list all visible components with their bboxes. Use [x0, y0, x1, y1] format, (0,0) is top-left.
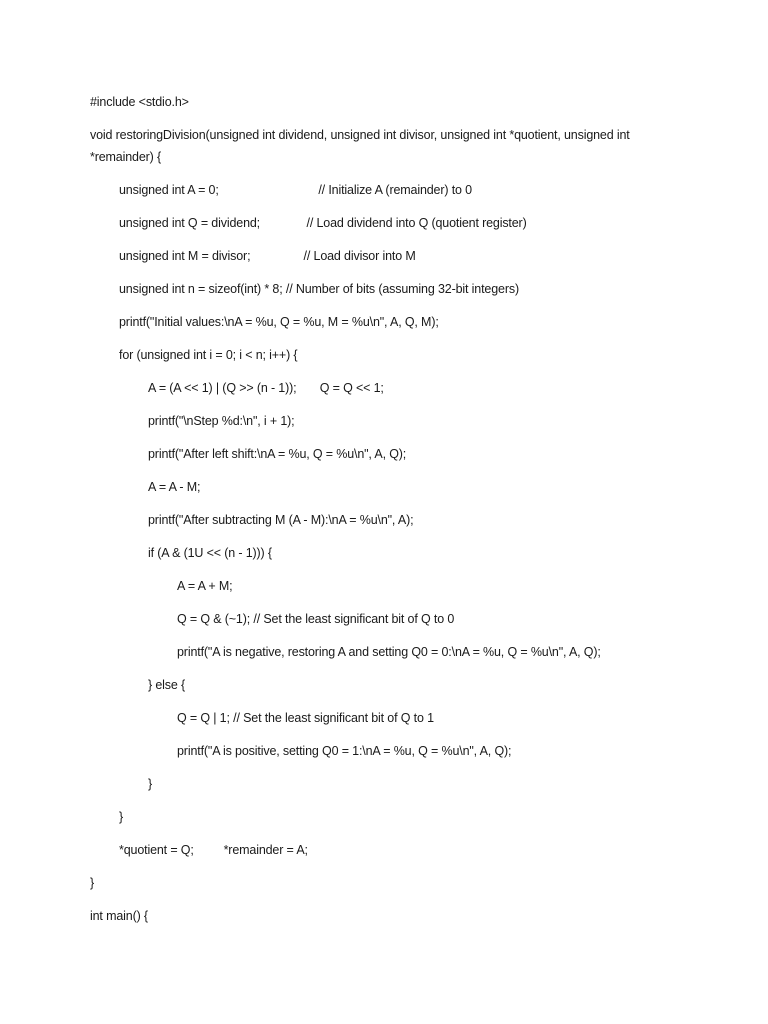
code-line-main: int main() { — [90, 909, 148, 923]
code-line: printf("Initial values:\nA = %u, Q = %u, M = %u\n", A, Q, M); — [119, 315, 439, 329]
code-line: Q = Q & (~1); // Set the least significant bit of Q to 0 — [177, 612, 455, 626]
code-line-function-signature: void restoringDivision(unsigned int dividend, unsigned int divisor, unsigned int *quotient, unsigned int — [90, 128, 630, 142]
code-line-function-signature-cont: *remainder) { — [90, 150, 161, 164]
code-line: unsigned int M = divisor; // Load divisor into M — [119, 249, 416, 263]
code-line-close-brace: } — [90, 876, 95, 890]
code-line: Q = Q | 1; // Set the least significant bit of Q to 1 — [177, 711, 434, 725]
code-line: printf("A is positive, setting Q0 = 1:\nA = %u, Q = %u\n", A, Q); — [177, 744, 512, 758]
code-line: A = A - M; — [148, 480, 201, 494]
code-line: printf("After subtracting M (A - M):\nA = %u\n", A); — [148, 513, 414, 527]
code-line-close-brace: } — [119, 810, 124, 824]
code-line-if: if (A & (1U << (n - 1))) { — [148, 546, 272, 560]
code-line-for-loop: for (unsigned int i = 0; i < n; i++) { — [119, 348, 298, 362]
code-line: printf("\nStep %d:\n", i + 1); — [148, 414, 295, 428]
code-line: printf("After left shift:\nA = %u, Q = %u\n", A, Q); — [148, 447, 407, 461]
code-line: unsigned int n = sizeof(int) * 8; // Number of bits (assuming 32-bit integers) — [119, 282, 519, 296]
code-line-else: } else { — [148, 678, 186, 692]
code-line: unsigned int A = 0; // Initialize A (remainder) to 0 — [119, 183, 472, 197]
code-line: unsigned int Q = dividend; // Load dividend into Q (quotient register) — [119, 216, 527, 230]
code-listing — [90, 91, 690, 938]
code-line: A = A + M; — [177, 579, 233, 593]
code-line-include: #include <stdio.h> — [90, 95, 189, 109]
code-line: A = (A << 1) | (Q >> (n - 1)); Q = Q << 1; — [148, 381, 384, 395]
code-line: *quotient = Q; *remainder = A; — [119, 843, 308, 857]
code-line: printf("A is negative, restoring A and setting Q0 = 0:\nA = %u, Q = %u\n", A, Q); — [177, 645, 601, 659]
code-line-close-brace: } — [148, 777, 153, 791]
